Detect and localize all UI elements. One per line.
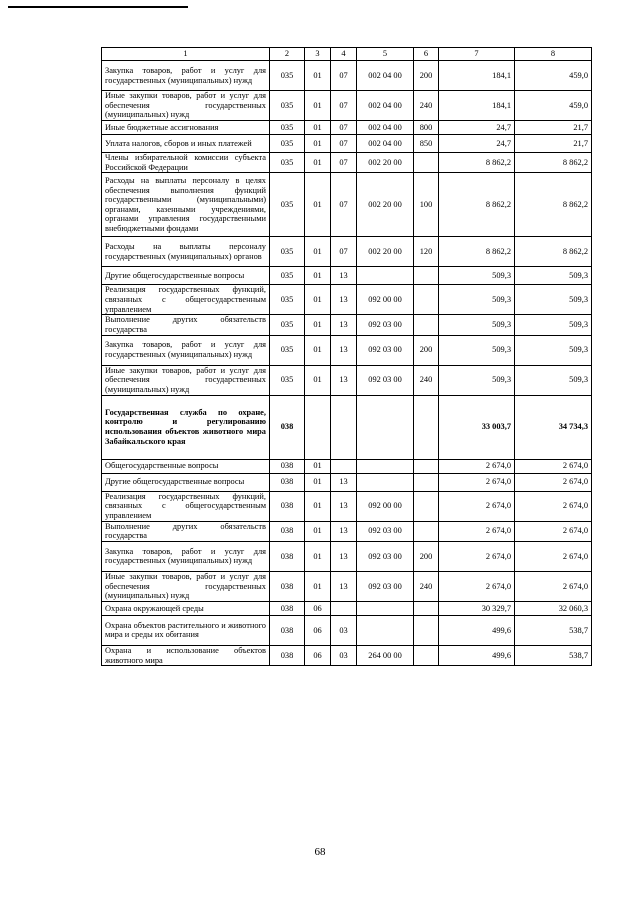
row-section-code: 01 [305, 335, 331, 365]
row-chapter-code: 035 [270, 135, 305, 153]
row-amount-year-1: 2 674,0 [439, 541, 515, 571]
row-name: Расходы на выплаты персоналу государственных (муниципальных) органов [102, 237, 270, 267]
row-name: Иные бюджетные ассигнования [102, 121, 270, 135]
table-row [102, 521, 592, 541]
row-expense-type-code: 200 [414, 61, 439, 91]
row-amount-year-1: 2 674,0 [439, 459, 515, 473]
row-amount-year-1: 509,3 [439, 285, 515, 315]
row-amount-year-2: 2 674,0 [515, 571, 592, 601]
column-header: 8 [515, 48, 592, 61]
column-header: 6 [414, 48, 439, 61]
row-target-code: 092 00 00 [357, 285, 414, 315]
row-target-code: 264 00 00 [357, 645, 414, 665]
row-amount-year-1: 509,3 [439, 267, 515, 285]
table-row [102, 395, 592, 459]
row-name: Другие общегосударственные вопросы [102, 473, 270, 491]
row-section-code: 01 [305, 61, 331, 91]
column-header: 1 [102, 48, 270, 61]
row-amount-year-2: 8 862,2 [515, 173, 592, 237]
table-row [102, 571, 592, 601]
row-amount-year-2: 459,0 [515, 61, 592, 91]
table-row [102, 237, 592, 267]
row-name: Выполнение других обязательств государства [102, 521, 270, 541]
row-section-code: 01 [305, 135, 331, 153]
table-row [102, 365, 592, 395]
row-expense-type-code [414, 459, 439, 473]
row-chapter-code: 038 [270, 601, 305, 615]
row-amount-year-2: 509,3 [515, 335, 592, 365]
row-subsection-code: 07 [331, 237, 357, 267]
row-chapter-code: 035 [270, 267, 305, 285]
row-section-code: 01 [305, 315, 331, 335]
row-amount-year-1: 509,3 [439, 365, 515, 395]
row-subsection-code: 13 [331, 521, 357, 541]
row-name: Общегосударственные вопросы [102, 459, 270, 473]
row-chapter-code: 038 [270, 521, 305, 541]
row-name: Закупка товаров, работ и услуг для государственных (муниципальных) нужд [102, 335, 270, 365]
row-section-code: 01 [305, 459, 331, 473]
row-subsection-code: 07 [331, 61, 357, 91]
row-amount-year-1: 499,6 [439, 645, 515, 665]
row-amount-year-2: 21,7 [515, 135, 592, 153]
row-expense-type-code [414, 645, 439, 665]
row-section-code: 01 [305, 521, 331, 541]
row-target-code: 092 03 00 [357, 521, 414, 541]
row-expense-type-code [414, 153, 439, 173]
row-chapter-code: 035 [270, 91, 305, 121]
row-target-code: 002 04 00 [357, 61, 414, 91]
row-chapter-code: 038 [270, 615, 305, 645]
row-expense-type-code [414, 615, 439, 645]
table-row [102, 601, 592, 615]
row-expense-type-code: 240 [414, 571, 439, 601]
row-name: Реализация государственных функций, связанных с общегосударственным управлением [102, 285, 270, 315]
row-amount-year-2: 2 674,0 [515, 459, 592, 473]
row-amount-year-1: 184,1 [439, 61, 515, 91]
row-chapter-code: 038 [270, 459, 305, 473]
table-row [102, 91, 592, 121]
row-target-code: 002 04 00 [357, 135, 414, 153]
row-chapter-code: 038 [270, 473, 305, 491]
table-header-row [102, 48, 592, 61]
row-name: Расходы на выплаты персоналу в целях обеспечения выполнения функций государственными (муниципальными) органами, казенными учреждениями, органами управления государственными внебюджетными фондами [102, 173, 270, 237]
row-amount-year-1: 8 862,2 [439, 237, 515, 267]
row-target-code: 092 03 00 [357, 335, 414, 365]
row-expense-type-code: 240 [414, 365, 439, 395]
row-name: Выполнение других обязательств государства [102, 315, 270, 335]
row-amount-year-2: 8 862,2 [515, 237, 592, 267]
row-target-code: 092 03 00 [357, 571, 414, 601]
row-expense-type-code [414, 315, 439, 335]
row-subsection-code: 07 [331, 121, 357, 135]
row-amount-year-2: 538,7 [515, 645, 592, 665]
table-body [102, 61, 592, 666]
row-target-code: 002 20 00 [357, 237, 414, 267]
row-name: Иные закупки товаров, работ и услуг для обеспечения государственных (муниципальных) нужд [102, 571, 270, 601]
row-chapter-code: 038 [270, 395, 305, 459]
row-subsection-code: 03 [331, 645, 357, 665]
row-target-code [357, 267, 414, 285]
row-amount-year-2: 2 674,0 [515, 521, 592, 541]
row-amount-year-1: 2 674,0 [439, 491, 515, 521]
column-header: 4 [331, 48, 357, 61]
row-expense-type-code: 200 [414, 541, 439, 571]
row-amount-year-2: 509,3 [515, 315, 592, 335]
row-expense-type-code [414, 285, 439, 315]
row-amount-year-2: 2 674,0 [515, 541, 592, 571]
row-amount-year-2: 21,7 [515, 121, 592, 135]
row-chapter-code: 035 [270, 173, 305, 237]
row-name: Охрана объектов растительного и животного мира и среды их обитания [102, 615, 270, 645]
row-expense-type-code [414, 521, 439, 541]
row-amount-year-1: 184,1 [439, 91, 515, 121]
row-subsection-code: 13 [331, 267, 357, 285]
row-target-code [357, 459, 414, 473]
row-name: Охрана и использование объектов животного мира [102, 645, 270, 665]
row-section-code: 01 [305, 121, 331, 135]
row-section-code: 01 [305, 571, 331, 601]
row-target-code [357, 601, 414, 615]
row-amount-year-2: 538,7 [515, 615, 592, 645]
row-expense-type-code [414, 601, 439, 615]
row-section-code: 01 [305, 541, 331, 571]
row-chapter-code: 035 [270, 365, 305, 395]
row-section-code: 01 [305, 491, 331, 521]
column-header: 3 [305, 48, 331, 61]
row-chapter-code: 035 [270, 237, 305, 267]
row-section-code: 06 [305, 601, 331, 615]
row-chapter-code: 035 [270, 61, 305, 91]
row-subsection-code: 07 [331, 91, 357, 121]
row-amount-year-1: 24,7 [439, 135, 515, 153]
row-expense-type-code [414, 267, 439, 285]
row-name: Другие общегосударственные вопросы [102, 267, 270, 285]
row-expense-type-code [414, 491, 439, 521]
row-subsection-code [331, 459, 357, 473]
row-section-code: 01 [305, 267, 331, 285]
row-amount-year-2: 8 862,2 [515, 153, 592, 173]
row-chapter-code: 038 [270, 541, 305, 571]
row-amount-year-2: 34 734,3 [515, 395, 592, 459]
row-section-code: 01 [305, 153, 331, 173]
row-expense-type-code [414, 473, 439, 491]
row-subsection-code: 13 [331, 315, 357, 335]
budget-table [101, 47, 592, 666]
table-row [102, 459, 592, 473]
row-section-code [305, 395, 331, 459]
table-row [102, 121, 592, 135]
row-target-code: 092 03 00 [357, 365, 414, 395]
row-expense-type-code: 120 [414, 237, 439, 267]
row-expense-type-code: 850 [414, 135, 439, 153]
table-row [102, 473, 592, 491]
table-row [102, 491, 592, 521]
row-target-code: 002 04 00 [357, 91, 414, 121]
table-row [102, 285, 592, 315]
row-amount-year-1: 499,6 [439, 615, 515, 645]
row-section-code: 01 [305, 285, 331, 315]
row-section-code: 01 [305, 473, 331, 491]
row-target-code [357, 615, 414, 645]
row-target-code [357, 395, 414, 459]
table-row [102, 541, 592, 571]
row-amount-year-1: 8 862,2 [439, 153, 515, 173]
row-subsection-code: 13 [331, 541, 357, 571]
row-subsection-code: 13 [331, 365, 357, 395]
row-chapter-code: 035 [270, 315, 305, 335]
row-name: Иные закупки товаров, работ и услуг для обеспечения государственных (муниципальных) нужд [102, 365, 270, 395]
row-amount-year-1: 33 003,7 [439, 395, 515, 459]
row-expense-type-code: 100 [414, 173, 439, 237]
row-target-code: 002 20 00 [357, 153, 414, 173]
row-chapter-code: 038 [270, 571, 305, 601]
row-chapter-code: 035 [270, 121, 305, 135]
row-expense-type-code [414, 395, 439, 459]
column-header: 5 [357, 48, 414, 61]
column-header: 2 [270, 48, 305, 61]
row-amount-year-1: 2 674,0 [439, 521, 515, 541]
column-header: 7 [439, 48, 515, 61]
row-subsection-code: 13 [331, 473, 357, 491]
row-name: Реализация государственных функций, связанных с общегосударственным управлением [102, 491, 270, 521]
row-name: Иные закупки товаров, работ и услуг для обеспечения государственных (муниципальных) нужд [102, 91, 270, 121]
row-subsection-code: 13 [331, 571, 357, 601]
row-section-code: 01 [305, 91, 331, 121]
row-name: Закупка товаров, работ и услуг для государственных (муниципальных) нужд [102, 61, 270, 91]
row-expense-type-code: 800 [414, 121, 439, 135]
table-row [102, 315, 592, 335]
row-name: Охрана окружающей среды [102, 601, 270, 615]
row-subsection-code [331, 601, 357, 615]
table-row [102, 61, 592, 91]
row-amount-year-1: 2 674,0 [439, 571, 515, 601]
row-amount-year-1: 30 329,7 [439, 601, 515, 615]
row-amount-year-2: 459,0 [515, 91, 592, 121]
row-target-code: 092 03 00 [357, 541, 414, 571]
row-target-code: 092 00 00 [357, 491, 414, 521]
row-subsection-code: 07 [331, 173, 357, 237]
row-subsection-code: 07 [331, 135, 357, 153]
row-amount-year-1: 2 674,0 [439, 473, 515, 491]
row-section-code: 06 [305, 615, 331, 645]
row-subsection-code: 13 [331, 285, 357, 315]
row-section-code: 06 [305, 645, 331, 665]
row-chapter-code: 038 [270, 645, 305, 665]
row-target-code: 092 03 00 [357, 315, 414, 335]
row-amount-year-2: 509,3 [515, 285, 592, 315]
row-name: Государственная служба по охране, контролю и регулированию использования объектов животного мира Забайкальского края [102, 395, 270, 459]
row-amount-year-2: 509,3 [515, 365, 592, 395]
row-subsection-code: 13 [331, 335, 357, 365]
row-amount-year-2: 2 674,0 [515, 473, 592, 491]
row-section-code: 01 [305, 365, 331, 395]
table-row [102, 267, 592, 285]
row-name: Уплата налогов, сборов и иных платежей [102, 135, 270, 153]
row-target-code: 002 20 00 [357, 173, 414, 237]
row-subsection-code [331, 395, 357, 459]
row-expense-type-code: 240 [414, 91, 439, 121]
row-subsection-code: 07 [331, 153, 357, 173]
row-amount-year-1: 8 862,2 [439, 173, 515, 237]
table-row [102, 153, 592, 173]
table-row [102, 335, 592, 365]
table-row [102, 173, 592, 237]
row-name: Закупка товаров, работ и услуг для государственных (муниципальных) нужд [102, 541, 270, 571]
row-target-code: 002 04 00 [357, 121, 414, 135]
row-section-code: 01 [305, 237, 331, 267]
row-amount-year-1: 509,3 [439, 315, 515, 335]
row-chapter-code: 038 [270, 491, 305, 521]
table-row [102, 135, 592, 153]
page-number: 68 [314, 846, 326, 858]
row-chapter-code: 035 [270, 153, 305, 173]
row-amount-year-2: 32 060,3 [515, 601, 592, 615]
table-row [102, 645, 592, 665]
row-section-code: 01 [305, 173, 331, 237]
row-subsection-code: 13 [331, 491, 357, 521]
row-subsection-code: 03 [331, 615, 357, 645]
row-amount-year-2: 2 674,0 [515, 491, 592, 521]
row-chapter-code: 035 [270, 285, 305, 315]
row-chapter-code: 035 [270, 335, 305, 365]
row-amount-year-1: 24,7 [439, 121, 515, 135]
row-expense-type-code: 200 [414, 335, 439, 365]
row-name: Члены избирательной комиссии субъекта Российской Федерации [102, 153, 270, 173]
row-target-code [357, 473, 414, 491]
top-rule [8, 6, 188, 8]
row-amount-year-1: 509,3 [439, 335, 515, 365]
table-row [102, 615, 592, 645]
row-amount-year-2: 509,3 [515, 267, 592, 285]
